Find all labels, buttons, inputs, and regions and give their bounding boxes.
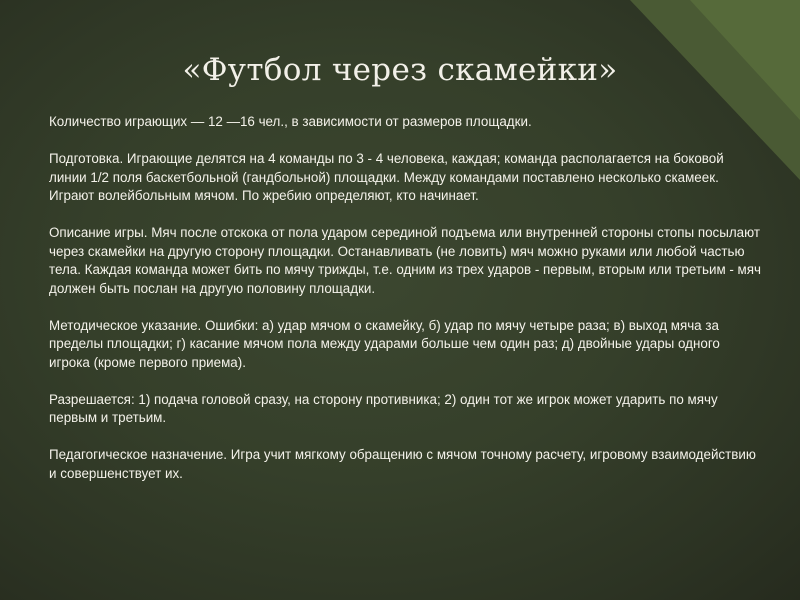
paragraph-description: Описание игры. Мяч после отскока от пола ударом серединой подъема или внутренней стороны стопы посылают через скамейки на другую сторону площадки. Останавливать (не ловить) мяч можно руками или любой частью тела. Каждая команда может бить по мячу трижды, т.е. одним из трех ударов - первым, вторым или третьим - мяч должен быть послан на другую половину площадки. <box>49 225 761 296</box>
slide-body <box>49 113 761 502</box>
paragraph-preparation: Подготовка. Играющие делятся на 4 команды по 3 - 4 человека, каждая; команда располагается на боковой линии 1/2 поля баскетбольной (гандбольной) площадки. Между командами поставлено несколько скамеек. Играют волейбольным мячом. По жребию определяют, кто начинает. <box>49 151 724 203</box>
slide-title: «Футбол через скамейки» <box>182 52 618 88</box>
paragraph-method: Методическое указание. Ошибки: а) удар мячом о скамейку, б) удар по мячу четыре раза; в) выход мяча за пределы площадки; г) касание мячом пола между ударами больше чем один раз; д) двойные удары одного игрока (кроме первого приема). <box>49 317 720 370</box>
paragraph-allowed: Разрешается: 1) подача головой сразу, на сторону противника; 2) один тот же игрок может ударить по мячу первым и третьим. <box>49 391 718 425</box>
paragraph-purpose: Педагогическое назначение. Игра учит мягкому обращению с мячом точному расчету, игровому взаимодействию и совершенствует их. <box>49 447 756 481</box>
paragraph-players: Количество играющих — 12 —16 чел., в зависимости от размеров площадки. <box>49 114 532 129</box>
